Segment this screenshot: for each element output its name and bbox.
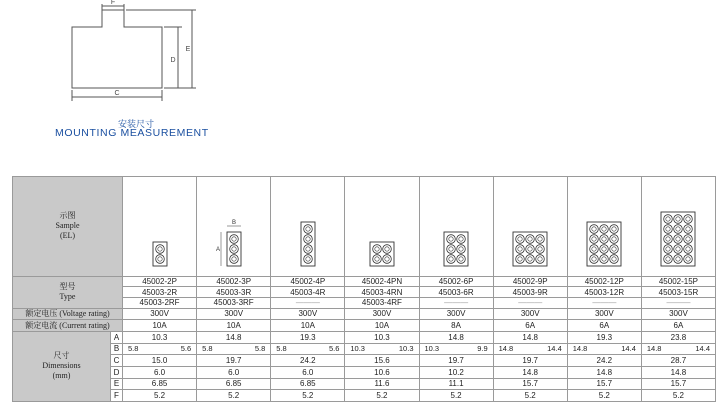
dim-e-value: 6.85	[123, 378, 197, 390]
contact-outer	[229, 235, 238, 244]
label-line: 尺寸	[53, 351, 70, 361]
contact-outer	[457, 245, 466, 254]
contact-outer	[536, 245, 545, 254]
contact-outer	[610, 235, 619, 244]
contact-outer	[610, 255, 619, 264]
type-value: ———	[271, 297, 345, 308]
dim-letter: C	[111, 355, 123, 367]
label-line: (EL)	[59, 231, 76, 241]
contact-inner	[306, 247, 310, 251]
dim-c-value: 24.2	[271, 355, 345, 367]
dim-b-pair	[568, 344, 641, 353]
type-value: 45003-3RF	[197, 297, 271, 308]
type-value: 45003-15R	[641, 287, 715, 298]
label-line: 型号	[59, 282, 76, 292]
dim-b-pair	[642, 344, 715, 353]
contact-inner	[459, 247, 463, 251]
dim-d-label: D	[170, 57, 176, 64]
contact-outer	[674, 215, 683, 224]
dim-a-value: 14.8	[419, 331, 493, 343]
contact-inner	[538, 257, 542, 261]
contact-outer	[590, 245, 599, 254]
type-value: 45003-4RF	[345, 297, 419, 308]
dim-b-value	[641, 343, 715, 355]
contact-inner	[666, 237, 670, 241]
voltage-value: 300V	[123, 308, 197, 320]
type-value: ———	[419, 297, 493, 308]
dim-letter: F	[111, 390, 123, 402]
contact-inner	[449, 237, 453, 241]
row-type	[13, 276, 716, 287]
type-value: 45002-15P	[641, 276, 715, 287]
sample-connector-3	[360, 182, 404, 270]
contact-inner	[231, 257, 235, 261]
dim-c-value: 28.7	[641, 355, 715, 367]
contact-outer	[447, 245, 456, 254]
sample-cell-5	[493, 177, 567, 277]
contact-outer	[674, 255, 683, 264]
dim-b-pair	[345, 344, 418, 353]
dim-b-second: 10.3	[398, 344, 414, 354]
contact-outer	[457, 255, 466, 264]
dim-b-value	[197, 343, 271, 355]
contact-outer	[684, 215, 693, 224]
contact-inner	[676, 217, 680, 221]
type-value: 45002-4PN	[345, 276, 419, 287]
dim-a-value: 19.3	[567, 331, 641, 343]
contact-inner	[518, 237, 522, 241]
current-value: 10A	[123, 320, 197, 332]
dim-c-value: 19.7	[419, 355, 493, 367]
type-value: 45002-3P	[197, 276, 271, 287]
dim-a-value: 23.8	[641, 331, 715, 343]
contact-outer	[229, 255, 238, 264]
contact-outer	[664, 255, 673, 264]
contact-inner	[157, 247, 161, 251]
contact-outer	[304, 225, 313, 234]
type-value: 45002-2P	[123, 276, 197, 287]
housing-outline	[72, 10, 162, 88]
dim-letter: D	[111, 366, 123, 378]
sample-connector-5	[503, 182, 557, 270]
contact-outer	[674, 225, 683, 234]
connector-body	[444, 232, 468, 266]
connector-body	[301, 222, 315, 266]
dim-b-value	[345, 343, 419, 355]
sample-connector-6	[577, 182, 631, 270]
current-value: 6A	[641, 320, 715, 332]
current-value: 10A	[345, 320, 419, 332]
dim-a-value: 10.3	[123, 331, 197, 343]
contact-inner	[686, 227, 690, 231]
dim-b-second: 14.4	[547, 344, 562, 354]
dim-b-first: 10.3	[350, 344, 365, 354]
dim-b-pair	[494, 344, 567, 353]
sample-connector-2	[291, 182, 325, 270]
dim-e-value: 11.1	[419, 378, 493, 390]
dim-b-second: 14.4	[695, 344, 710, 354]
dim-c-value: 15.0	[123, 355, 197, 367]
contact-inner	[686, 237, 690, 241]
contact-outer	[610, 225, 619, 234]
type-value: 45003-2RF	[123, 297, 197, 308]
contact-inner	[686, 217, 690, 221]
voltage-value: 300V	[345, 308, 419, 320]
sample-cell-4	[419, 177, 493, 277]
contact-outer	[516, 245, 525, 254]
connector-body	[227, 232, 241, 266]
sample-connector-4	[434, 182, 478, 270]
current-value: 6A	[493, 320, 567, 332]
contact-inner	[528, 247, 532, 251]
dim-b-second: 5.6	[180, 344, 192, 354]
current-value: 10A	[197, 320, 271, 332]
contact-inner	[449, 257, 453, 261]
contact-inner	[518, 257, 522, 261]
dim-b-first: 5.8	[128, 344, 139, 354]
label-line: 示图	[59, 211, 76, 221]
dim-f-value: 5.2	[419, 390, 493, 402]
contact-outer	[664, 245, 673, 254]
row-dim-d	[13, 366, 716, 378]
sample-cell-2	[271, 177, 345, 277]
dim-b-second: 5.8	[254, 344, 266, 354]
dim-b-value	[567, 343, 641, 355]
dim-d-value: 14.8	[567, 366, 641, 378]
type-value: 45002-12P	[567, 276, 641, 287]
voltage-value: 300V	[641, 308, 715, 320]
dim-e-value: 11.6	[345, 378, 419, 390]
contact-inner	[375, 257, 379, 261]
dim-f-label: F	[110, 0, 116, 6]
dim-e-value: 15.7	[567, 378, 641, 390]
sample-connector-0	[143, 182, 177, 270]
contact-outer	[457, 235, 466, 244]
dim-e-value: 15.7	[493, 378, 567, 390]
current-label: 额定电流 (Current rating)	[13, 320, 123, 332]
dim-b-first: 5.8	[202, 344, 213, 354]
voltage-value: 300V	[419, 308, 493, 320]
contact-outer	[684, 225, 693, 234]
contact-inner	[528, 257, 532, 261]
contact-inner	[592, 257, 596, 261]
contact-outer	[516, 255, 525, 264]
dim-b-first: 14.8	[498, 344, 514, 354]
sample-connector-1	[217, 182, 251, 270]
current-value: 8A	[419, 320, 493, 332]
contact-outer	[383, 255, 392, 264]
row-voltage	[13, 308, 716, 320]
contact-inner	[592, 237, 596, 241]
contact-outer	[674, 235, 683, 244]
dim-b-first: 5.8	[276, 344, 287, 354]
contact-outer	[684, 235, 693, 244]
dim-f-value: 5.2	[493, 390, 567, 402]
voltage-value: 300V	[493, 308, 567, 320]
sample-cell-6	[567, 177, 641, 277]
dim-b-pair	[420, 344, 493, 353]
dim-b-value	[419, 343, 493, 355]
row-sample	[13, 177, 716, 277]
connector-body	[153, 242, 167, 266]
dim-b-pair	[123, 344, 196, 353]
contact-outer	[229, 245, 238, 254]
dim-a-value: 14.8	[197, 331, 271, 343]
dim-c-value: 19.7	[197, 355, 271, 367]
contact-inner	[676, 227, 680, 231]
dim-b-first: 14.8	[572, 344, 588, 354]
dim-b-first: 14.8	[646, 344, 662, 354]
contact-inner	[306, 257, 310, 261]
dim-c-label: C	[114, 90, 120, 97]
contact-outer	[590, 225, 599, 234]
dim-f-value: 5.2	[641, 390, 715, 402]
spec-table	[12, 176, 716, 402]
dim-d-value: 14.8	[493, 366, 567, 378]
contact-inner	[686, 257, 690, 261]
dim-b-pair	[197, 344, 270, 353]
contact-outer	[373, 255, 382, 264]
dim-e-value: 6.85	[197, 378, 271, 390]
dim-c-value: 24.2	[567, 355, 641, 367]
contact-outer	[610, 245, 619, 254]
dim-f-value: 5.2	[271, 390, 345, 402]
contact-outer	[684, 255, 693, 264]
contact-outer	[600, 235, 609, 244]
contact-outer	[304, 255, 313, 264]
contact-inner	[612, 227, 616, 231]
label-line: (mm)	[52, 371, 71, 381]
contact-inner	[666, 217, 670, 221]
label-line: Dimensions	[42, 361, 81, 371]
contact-inner	[612, 237, 616, 241]
caption-chinese: 安装尺寸	[118, 119, 155, 129]
contact-outer	[447, 235, 456, 244]
dim-b-second: 9.9	[477, 344, 488, 354]
dim-f-value: 5.2	[567, 390, 641, 402]
voltage-value: 300V	[271, 308, 345, 320]
voltage-value: 300V	[197, 308, 271, 320]
contact-inner	[666, 227, 670, 231]
type-value: 45003-4R	[271, 287, 345, 298]
sample-cell-7	[641, 177, 715, 277]
dim-f-value: 5.2	[197, 390, 271, 402]
contact-outer	[536, 255, 545, 264]
dim-d-value: 6.0	[123, 366, 197, 378]
contact-outer	[383, 245, 392, 254]
dim-letter: B	[111, 343, 123, 355]
row-dim-c	[13, 355, 716, 367]
contact-inner	[686, 247, 690, 251]
dim-d-value: 10.2	[419, 366, 493, 378]
type-value: 45003-6R	[419, 287, 493, 298]
dim-e-value: 15.7	[641, 378, 715, 390]
contact-outer	[516, 235, 525, 244]
contact-inner	[612, 257, 616, 261]
contact-inner	[676, 257, 680, 261]
contact-outer	[600, 255, 609, 264]
dim-c-value: 19.7	[493, 355, 567, 367]
contact-inner	[449, 247, 453, 251]
sample-cell-3	[345, 177, 419, 277]
row-dim-e	[13, 378, 716, 390]
type-value: 45002-6P	[419, 276, 493, 287]
caption-english: MOUNTING MEASUREMENT	[55, 127, 209, 139]
contact-outer	[684, 245, 693, 254]
contact-inner	[306, 227, 310, 231]
type-value: ———	[567, 297, 641, 308]
connector-body	[370, 242, 394, 266]
dim-f-value: 5.2	[345, 390, 419, 402]
type-value: 45003-2R	[123, 287, 197, 298]
contact-outer	[664, 215, 673, 224]
contact-inner	[612, 247, 616, 251]
contact-inner	[306, 237, 310, 241]
current-value: 6A	[567, 320, 641, 332]
contact-outer	[664, 235, 673, 244]
sample-dim-a-label: A	[215, 247, 220, 254]
contact-inner	[676, 237, 680, 241]
dim-a-value: 19.3	[271, 331, 345, 343]
contact-outer	[447, 255, 456, 264]
contact-inner	[592, 227, 596, 231]
type-value: ———	[641, 297, 715, 308]
dim-d-value: 10.6	[345, 366, 419, 378]
contact-outer	[155, 255, 164, 264]
contact-outer	[600, 225, 609, 234]
label-line: Sample	[55, 221, 80, 231]
dim-b-pair	[271, 344, 344, 353]
type-value: ———	[493, 297, 567, 308]
voltage-value: 300V	[567, 308, 641, 320]
voltage-label: 额定电压 (Voltage rating)	[13, 308, 123, 320]
contact-outer	[536, 235, 545, 244]
dim-a-value: 14.8	[493, 331, 567, 343]
contact-outer	[526, 245, 535, 254]
type-value: 45002-4P	[271, 276, 345, 287]
sample-cell-0	[123, 177, 197, 277]
contact-inner	[538, 237, 542, 241]
dim-e-label: E	[185, 46, 191, 53]
sample-cell-1	[197, 177, 271, 277]
contact-inner	[602, 237, 606, 241]
dimensions-label	[13, 331, 111, 401]
dim-f-value: 5.2	[123, 390, 197, 402]
dim-d-value: 6.0	[197, 366, 271, 378]
contact-inner	[602, 227, 606, 231]
contact-outer	[373, 245, 382, 254]
contact-outer	[664, 225, 673, 234]
contact-outer	[590, 235, 599, 244]
dim-a-value: 10.3	[345, 331, 419, 343]
dim-d-value: 14.8	[641, 366, 715, 378]
row-dim-a	[13, 331, 716, 343]
type-value: 45003-12R	[567, 287, 641, 298]
contact-inner	[231, 247, 235, 251]
contact-inner	[666, 257, 670, 261]
dim-b-value	[271, 343, 345, 355]
contact-inner	[385, 257, 389, 261]
dim-b-value	[123, 343, 197, 355]
dim-c-value: 15.6	[345, 355, 419, 367]
contact-inner	[231, 237, 235, 241]
sample-connector-7	[651, 182, 705, 270]
contact-outer	[526, 255, 535, 264]
contact-outer	[304, 245, 313, 254]
type-value: 45003-9R	[493, 287, 567, 298]
contact-inner	[385, 247, 389, 251]
contact-inner	[676, 247, 680, 251]
contact-outer	[155, 245, 164, 254]
dim-d-value: 6.0	[271, 366, 345, 378]
contact-inner	[666, 247, 670, 251]
contact-inner	[518, 247, 522, 251]
label-line: Type	[59, 292, 76, 302]
dim-b-second: 14.4	[621, 344, 636, 354]
sample-label	[13, 177, 123, 277]
type-value: 45003-4RN	[345, 287, 419, 298]
sample-dim-b-label: B	[231, 220, 236, 227]
contact-outer	[674, 245, 683, 254]
contact-inner	[602, 257, 606, 261]
dim-b-value	[493, 343, 567, 355]
current-value: 10A	[271, 320, 345, 332]
contact-inner	[459, 237, 463, 241]
contact-outer	[600, 245, 609, 254]
dim-letter: A	[111, 331, 123, 343]
dim-b-first: 10.3	[424, 344, 440, 354]
dim-b-second: 5.6	[328, 344, 340, 354]
dim-letter: E	[111, 378, 123, 390]
contact-inner	[528, 237, 532, 241]
contact-inner	[375, 247, 379, 251]
contact-outer	[590, 255, 599, 264]
contact-inner	[459, 257, 463, 261]
contact-outer	[304, 235, 313, 244]
row-dim-f	[13, 390, 716, 402]
contact-inner	[538, 247, 542, 251]
type-value: 45003-3R	[197, 287, 271, 298]
row-current	[13, 320, 716, 332]
contact-outer	[526, 235, 535, 244]
row-dim-b	[13, 343, 716, 355]
contact-inner	[602, 247, 606, 251]
dim-e-value: 6.85	[271, 378, 345, 390]
contact-inner	[157, 257, 161, 261]
contact-inner	[592, 247, 596, 251]
type-value: 45002-9P	[493, 276, 567, 287]
type-label	[13, 276, 123, 308]
